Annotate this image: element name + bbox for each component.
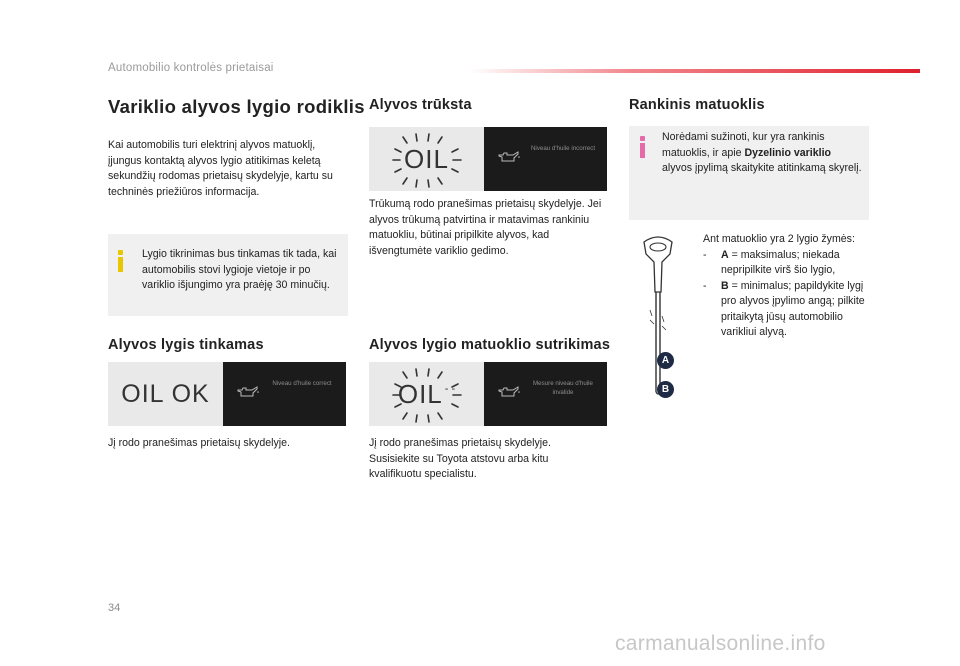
dipstick-location-note (629, 126, 869, 220)
level-mark-key: B (721, 279, 729, 292)
watermark: carmanualsonline.info (615, 632, 826, 655)
dipstick-fault-display-text: OIL (397, 378, 443, 409)
oil-can-icon (498, 386, 520, 398)
dipstick-fault-display-dots: - - (444, 383, 456, 395)
note-text-part: alyvos įpylimą skaitykite atitinkamą skyrelį. (662, 162, 862, 174)
intro-paragraph: Kai automobilis turi elektrinį alyvos matuoklį, įjungus kontaktą alyvos lygio atitikimas keletą sekundžių rodomas prietaisų skydelyje, kartu su techninės priežiūros informacija. (108, 139, 333, 198)
oil-can-icon (237, 386, 259, 398)
level-mark-a-badge: A (657, 352, 674, 369)
oil-can-icon (498, 151, 520, 163)
level-mark-text (721, 248, 878, 279)
note-text-part: Norėdami sužinoti, kur yra rankinis matuoklis, ir apie (662, 131, 825, 159)
level-mark-key: A (721, 248, 729, 261)
level-check-note (108, 234, 348, 316)
info-icon (118, 250, 123, 272)
level-marks-intro: Ant matuoklio yra 2 lygio žymės: (703, 233, 855, 245)
list-dash: - (703, 248, 707, 261)
dipstick-fault-heading: Alyvos lygio matuoklio sutrikimas (369, 337, 611, 353)
oil-ok-display-text: OIL OK (121, 379, 210, 408)
note-bold-link-text: Dyzelinio variklio (744, 146, 831, 159)
oil-low-display-message: Niveau d'huile incorrect (530, 145, 596, 152)
level-mark-b-badge: B (657, 381, 674, 398)
manual-dipstick-heading: Rankinis matuoklis (629, 97, 765, 113)
level-mark-item (703, 279, 878, 341)
chapter-title: Automobilio kontrolės prietaisai (108, 62, 274, 74)
level-marks-description (703, 232, 878, 341)
oil-low-caption: Trūkumą rodo pranešimas prietaisų skydelyje. Jei alyvos trūkumą patvirtina ir matavimas rankiniu matuokliu, būtinai pripilkite alyvos, kad išvengtumėte variklio gedimo. (369, 198, 602, 257)
oil-ok-caption: Jį rodo pranešimas prietaisų skydelyje. (108, 437, 290, 449)
header-accent-line (470, 69, 920, 73)
oil-low-display-text: OIL (404, 143, 449, 174)
level-mark-item (703, 248, 878, 279)
dipstick-fault-display-message: Mesure niveau d'huile invalide (533, 380, 593, 396)
oil-ok-heading: Alyvos lygis tinkamas (108, 337, 264, 353)
oil-low-display (369, 127, 607, 191)
level-check-note-text: Lygio tikrinimas bus tinkamas tik tada, kai automobilis stovi lygioje vietoje ir po variklio išjungimo yra praėję 30 minučių. (142, 248, 337, 291)
page-title: Variklio alyvos lygio rodiklis (108, 96, 365, 117)
level-mark-text (721, 279, 878, 341)
dipstick-location-note-text (662, 130, 862, 177)
page-number: 34 (108, 602, 121, 614)
oil-ok-display (108, 362, 348, 426)
info-icon (640, 136, 645, 158)
dipstick-fault-caption: Jį rodo pranešimas prietaisų skydelyje. Susisiekite su Toyota atstovu arba kitu kvalifikuotu specialistu. (369, 437, 551, 480)
dipstick-fault-display (369, 362, 607, 426)
oil-ok-display-message: Niveau d'huile correct (272, 380, 332, 387)
oil-low-heading: Alyvos trūksta (369, 97, 472, 113)
level-mark-description: = maksimalus; niekada nepripilkite virš šio lygio, (721, 248, 840, 276)
list-dash: - (703, 279, 707, 292)
level-mark-description: = minimalus; papildykite lygį pro alyvos įpylimo angą; pilkite pritaikytą jūsų automobilio varikliui alyvą. (721, 279, 865, 338)
dipstick-illustration (628, 232, 688, 402)
